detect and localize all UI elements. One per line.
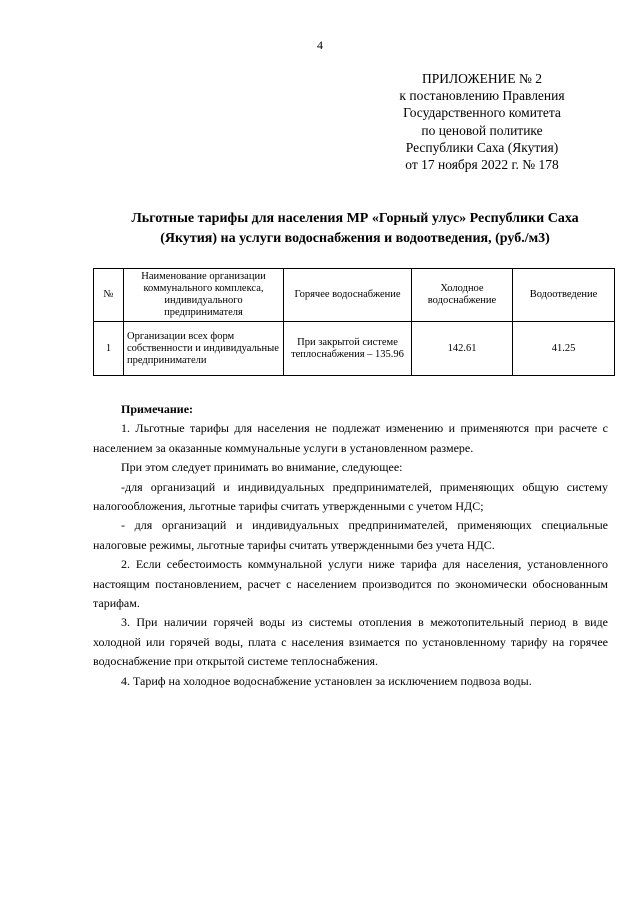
notes-section [93,400,608,691]
note-paragraph: - для организаций и индивидуальных предпринимателей, применяющих специальные налоговые режимы, льготные тарифы считать утвержденными без учета НДС. [93,518,608,552]
header-num: № [94,269,124,322]
appendix-line: от 17 ноября 2022 г. № 178 [405,157,559,173]
cell-num: 1 [94,322,124,376]
note-paragraph: При этом следует принимать во внимание, следующее: [121,460,403,475]
appendix-line: Государственного комитета [403,105,561,121]
header-hot-water: Горячее водоснабжение [284,269,412,322]
appendix-line: по ценовой политике [421,122,543,138]
appendix-line: Республики Саха (Якутия) [405,139,559,155]
appendix-line: к постановлению Правления [399,88,565,104]
appendix-line: ПРИЛОЖЕНИЕ № 2 [421,71,543,86]
title-line: (Якутия) на услуги водоснабжения и водоотведения, (руб./м3) [160,231,550,246]
note-paragraph: -для организаций и индивидуальных предпринимателей, применяющих общую систему налогообложения, льготные тарифы считать утвержденными с учетом НДС; [93,479,608,514]
note-paragraph: 2. Если себестоимость коммунальной услуги ниже тарифа для населения, установленного настоящим постановлением, расчет с населением производится по экономически обоснованным тарифам. [93,557,608,611]
tariff-table [93,268,615,376]
title-line: Льготные тарифы для населения МР «Горный улус» Республики Саха [131,211,579,226]
cell-cold-water: 142.61 [412,322,513,376]
cell-sewerage: 41.25 [513,322,615,376]
note-paragraph: 1. Льготные тарифы для населения не подлежат изменению и применяются при расчете с населением за оказанные коммунальные услуги в установленном размере. [93,421,608,455]
appendix-header [372,70,592,173]
cell-organization: Организации всех форм собственности и индивидуальные предприниматели [124,322,284,376]
note-paragraph: 3. При наличии горячей воды из системы отопления в межотопительный период в виде холодной или горячей воды, плата с населения взимается по установленному тарифу на горячее водоснабжение при открытой системе теплоснабжения. [93,615,608,669]
table-header-row [94,269,615,322]
header-sewerage: Водоотведение [513,269,615,322]
document-title [95,209,615,249]
header-cold-water: Холодное водоснабжение [412,269,513,322]
table-row [94,322,615,376]
notes-heading: Примечание: [121,402,194,416]
header-organization: Наименование организации коммунального комплекса, индивидуального предпринимателя [124,269,284,322]
cell-hot-water: При закрытой системе теплоснабжения – 135.96 [284,322,412,376]
page-number: 4 [317,38,323,52]
note-paragraph: 4. Тариф на холодное водоснабжение установлен за исключением подвоза воды. [121,673,532,688]
